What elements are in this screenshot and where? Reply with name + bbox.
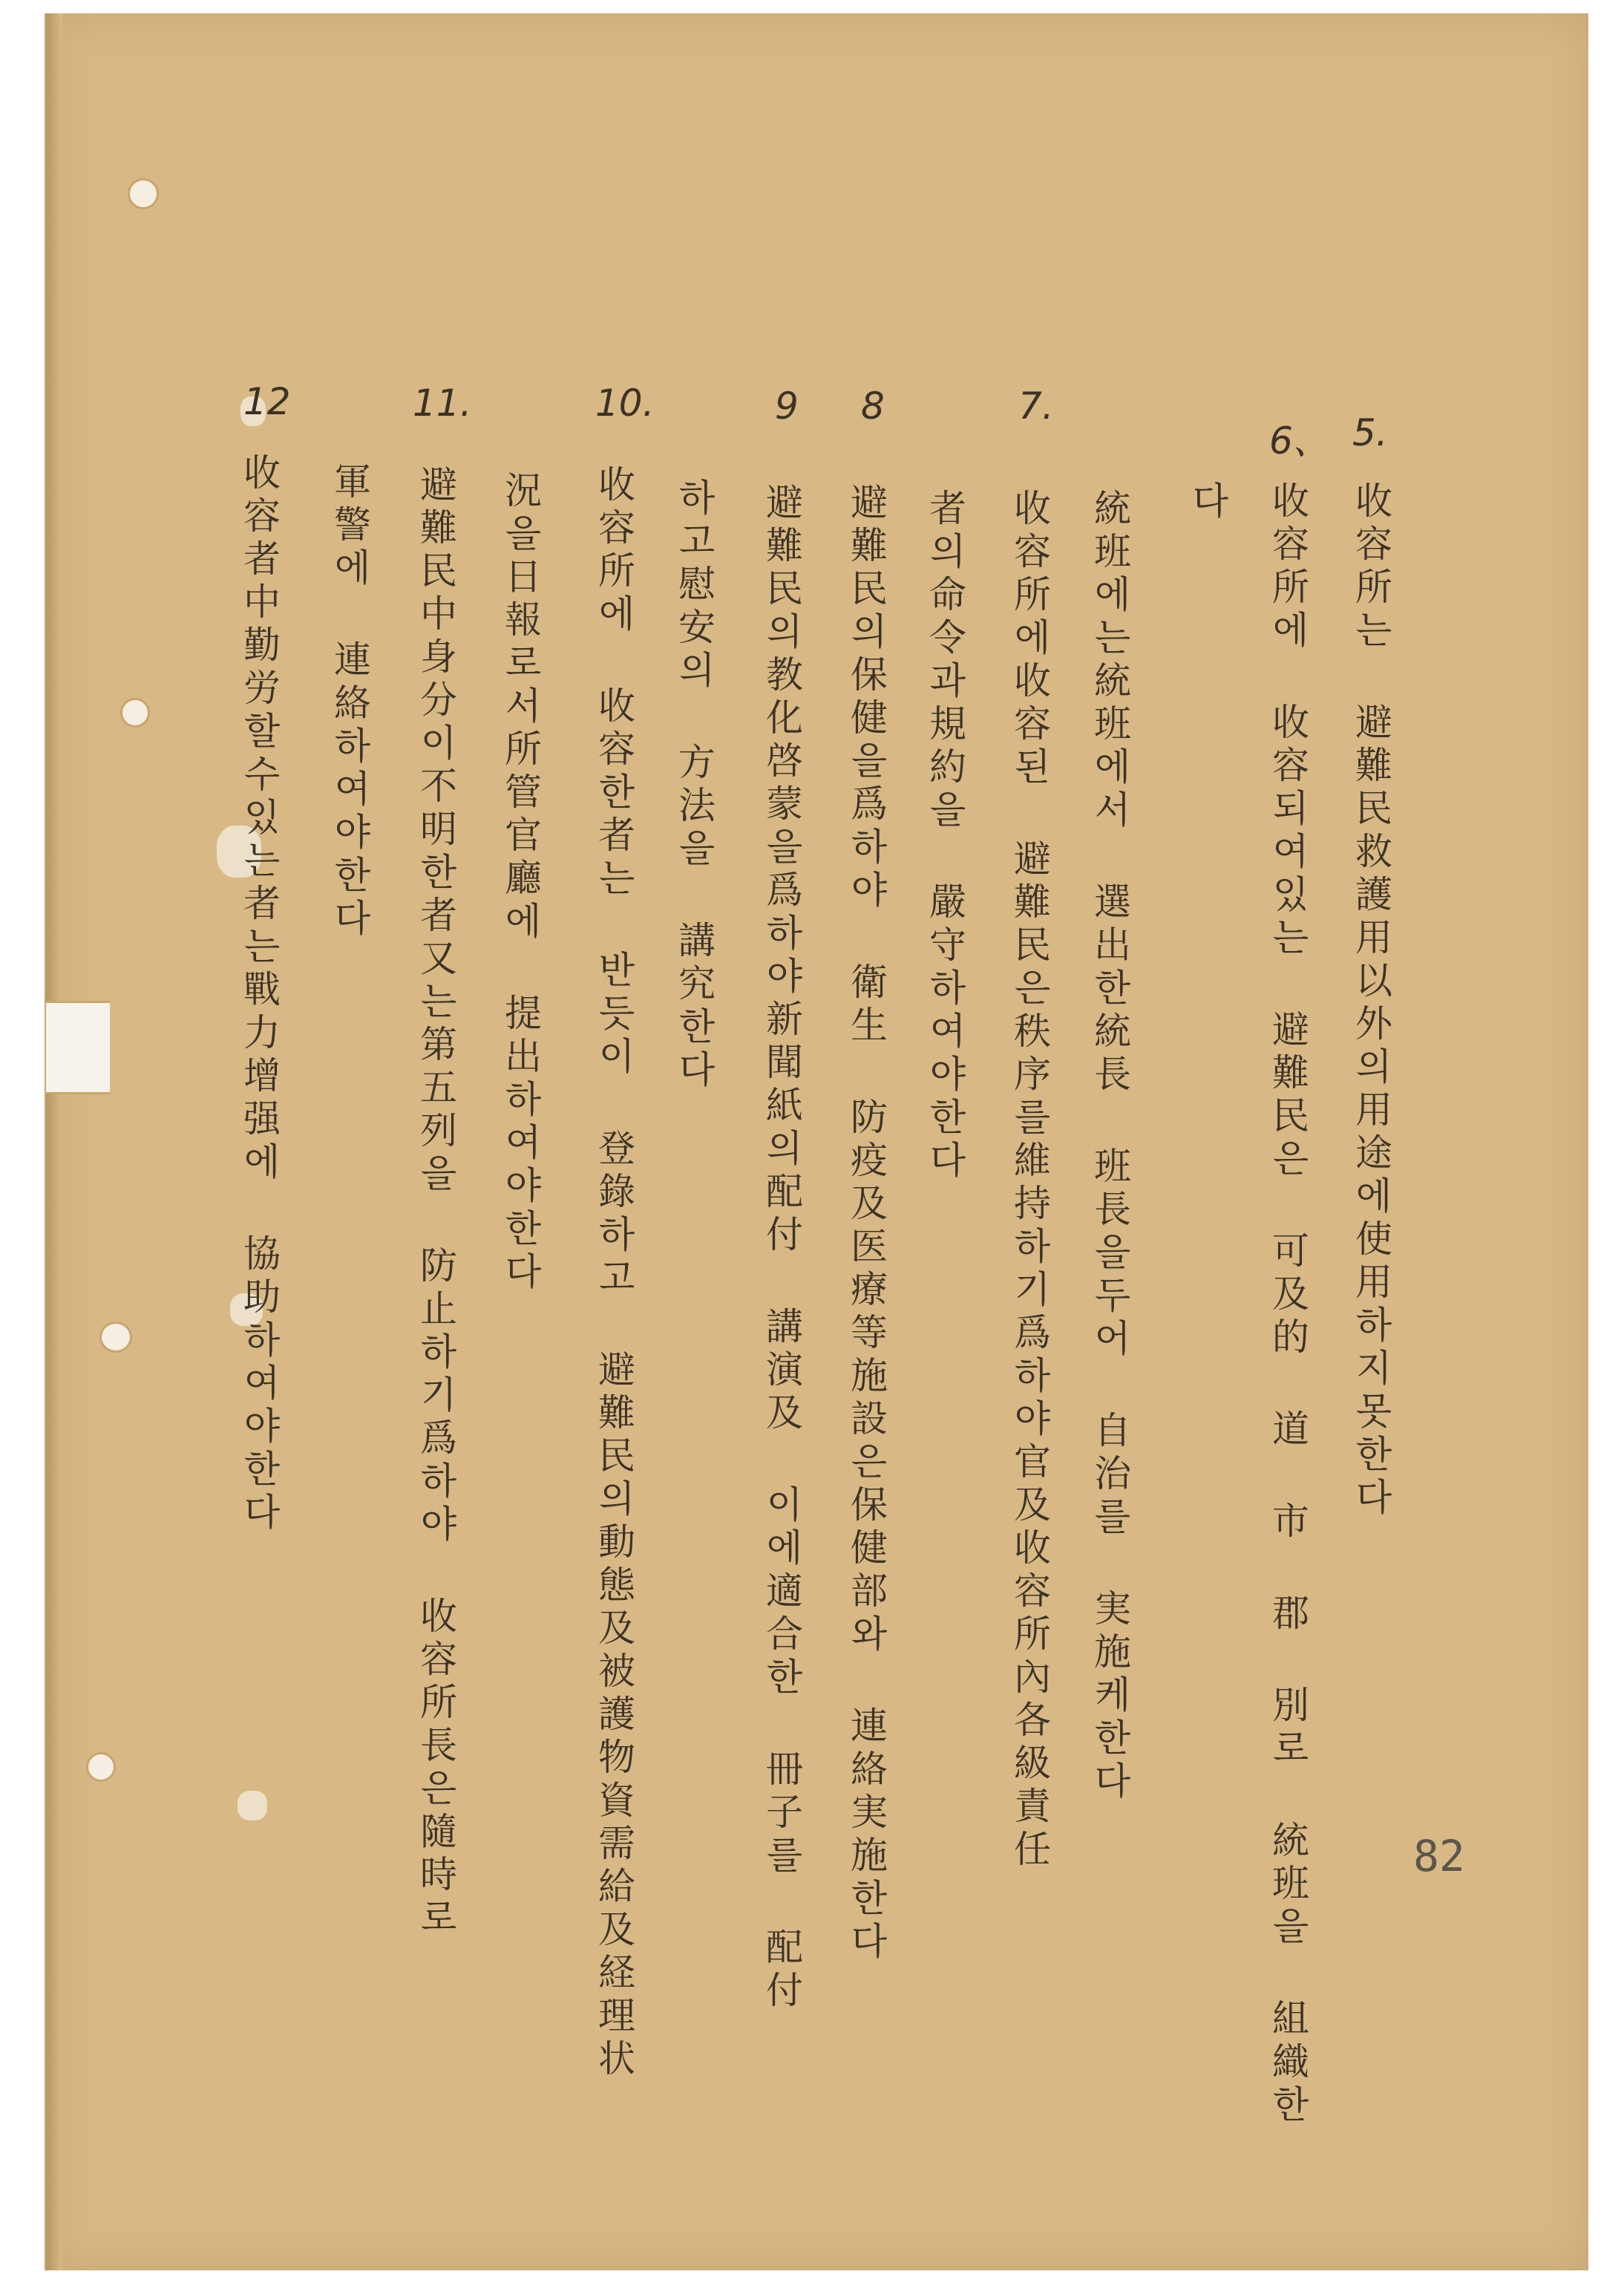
text-line: 하고慰安의 方法을 講究한다 [672,478,716,1093]
text-line: 避難民中身分이不明한者又는第五列을 防止하기爲하야 收容所長은隨時로 [414,465,457,1941]
text-line: 統班에는統班에서 選出한統長 班長을두어 自治를 実施케한다 [1088,489,1131,1804]
item-number: 9 [775,385,799,428]
item-number: 8 [861,385,885,428]
text-line: 者의命令과規約을 嚴守하여야한다 [923,489,966,1183]
punch-hole [99,1322,132,1353]
text-line: 收容者中勤労할수있는者는戰力增强에 協助하여야한다 [238,453,281,1535]
item-number: 6、 [1269,419,1330,463]
paper-damage [238,1791,267,1820]
item-number: 11. [413,382,472,425]
page-number: 82 [1413,1831,1465,1881]
text-line: 收容所는 避難民救護用以外의用途에使用하지못한다 [1349,481,1392,1520]
text-line: 다 [1186,481,1229,524]
text-line: 避難民의保健을爲하야 衛生 防疫及医療等施設은保健部와 連絡実施한다 [845,483,888,1964]
punch-hole [86,1752,116,1782]
item-number: 5. [1352,411,1388,454]
item-number: 12 [243,380,291,423]
binding-edge [46,13,62,2270]
punch-hole [120,698,150,728]
text-line: 避難民의教化啓蒙을爲하야新聞紙의配付 講演及 이에適合한 冊子를 配付 [760,483,803,2013]
text-line: 收容所에收容된 避難民은秩序를維持하기爲하야官及收容所內各級責任 [1008,489,1051,1872]
document-page [45,13,1588,2270]
punch-hole [128,178,159,209]
text-line: 軍警에 連絡하여야한다 [328,462,371,941]
item-number: 10. [595,382,655,425]
text-line: 收容所에 收容한者는 반듯이 登錄하고 避難民의動態及被護物資需給及経理状 [592,465,635,2082]
item-number: 7. [1018,385,1054,428]
text-line: 況을日報로서所管官廳에 提出하여야한다 [499,471,542,1295]
binding-notch [46,1001,110,1094]
text-line: 收容所에 收容되여있는 避難民은 可及的 道 市 郡 別로 統班을 組織한 [1266,481,1309,2128]
